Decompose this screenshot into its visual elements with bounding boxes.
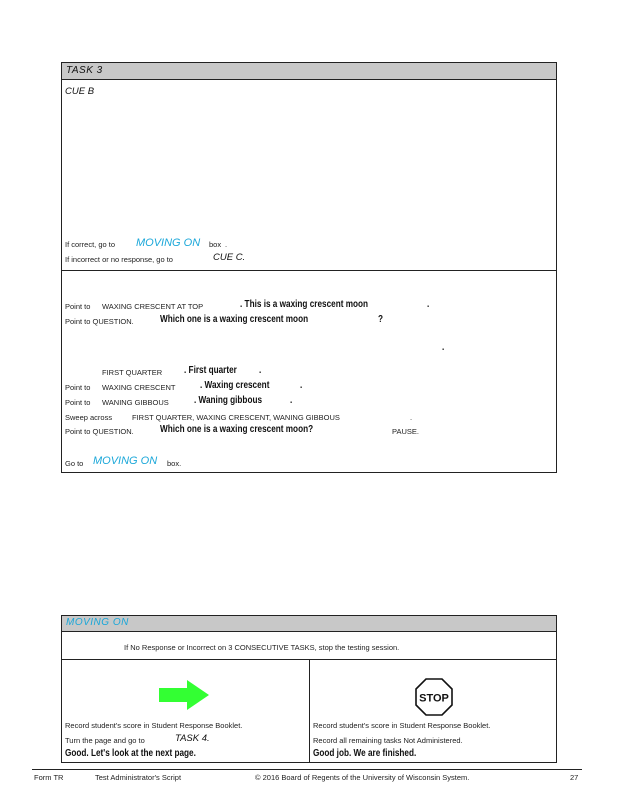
cue-b-label: CUE B	[65, 86, 95, 97]
script-line-1-prefix: Point to	[65, 302, 91, 311]
task-title: TASK 3	[66, 65, 103, 76]
right-record-line: Record student's score in Student Response Booklet.	[313, 721, 491, 730]
stop-sign-icon	[415, 678, 453, 721]
script-line-7-prefix: Point to QUESTION.	[65, 427, 134, 436]
goto-box-word: box.	[167, 459, 182, 468]
correct-prefix: If correct, go to	[65, 240, 116, 249]
right-remaining-line: Record all remaining tasks Not Administered.	[313, 736, 463, 745]
footer-rule	[32, 769, 582, 770]
box-word: box	[209, 240, 222, 249]
script-line-4-speech: . Waxing crescent	[200, 380, 270, 391]
moving-on-box	[61, 615, 557, 763]
footer-page-number: 27	[570, 773, 579, 782]
task-box	[61, 62, 557, 473]
task-header	[62, 63, 556, 80]
footer-form: Form TR	[34, 773, 64, 782]
moving-on-header	[62, 616, 556, 632]
goto-moving-on-link[interactable]: MOVING ON	[93, 455, 158, 467]
moving-on-link[interactable]: MOVING ON	[136, 237, 201, 249]
script-line-2-speech: Which one is a waxing crescent moon	[160, 314, 309, 325]
incorrect-prefix: If incorrect or no response, go to	[65, 255, 173, 264]
script-line-6-prefix: Sweep across	[65, 413, 113, 422]
stray-dot: .	[442, 342, 445, 353]
script-line-2-end: ?	[378, 314, 384, 325]
script-line-5-prefix: Point to	[65, 398, 91, 407]
script-line-5-speech: . Waning gibbous	[194, 395, 263, 406]
footer-script: Test Administrator's Script	[95, 773, 182, 782]
right-closing-line: Good job. We are finished.	[313, 748, 417, 759]
right-arrow-icon	[159, 680, 209, 715]
left-record-line: Record student's score in Student Response Booklet.	[65, 721, 243, 730]
script-line-1-object: WAXING CRESCENT AT TOP	[102, 302, 204, 311]
goto-prefix: Go to	[65, 459, 84, 468]
script-line-5-object: WANING GIBBOUS	[102, 398, 169, 407]
cue-c-link[interactable]: CUE C.	[213, 252, 246, 263]
script-line-2-prefix: Point to QUESTION.	[65, 317, 134, 326]
script-line-7-speech: Which one is a waxing crescent moon?	[160, 424, 314, 435]
script-line-6-object: FIRST QUARTER, WAXING CRESCENT, WANING GIBBOUS	[132, 413, 340, 422]
left-turn-page-prefix: Turn the page and go to	[65, 736, 145, 745]
script-line-3-speech: . First quarter	[184, 365, 237, 376]
next-task-label: TASK 4.	[175, 733, 210, 744]
moving-on-instruction: If No Response or Incorrect on 3 CONSECUTIVE TASKS, stop the testing session.	[124, 643, 400, 652]
script-line-1-end: .	[427, 299, 430, 310]
pause-label: PAUSE.	[392, 427, 419, 436]
left-closing-line: Good. Let's look at the next page.	[65, 748, 196, 759]
moving-on-title: MOVING ON	[66, 617, 129, 628]
section-divider	[62, 270, 556, 271]
script-line-1-speech: . This is a waxing crescent moon	[240, 299, 369, 310]
script-line-6-end: .	[410, 413, 413, 422]
period: .	[225, 240, 228, 249]
script-line-4-object: WAXING CRESCENT	[102, 383, 176, 392]
script-line-5-end: .	[290, 395, 293, 406]
script-line-3-object: FIRST QUARTER	[102, 368, 163, 377]
svg-text:STOP: STOP	[419, 692, 449, 705]
script-line-4-prefix: Point to	[65, 383, 91, 392]
footer-copyright: © 2016 Board of Regents of the University of Wisconsin System.	[255, 773, 470, 782]
column-divider	[309, 659, 310, 762]
script-line-4-end: .	[300, 380, 303, 391]
script-line-3-end: .	[259, 365, 262, 376]
